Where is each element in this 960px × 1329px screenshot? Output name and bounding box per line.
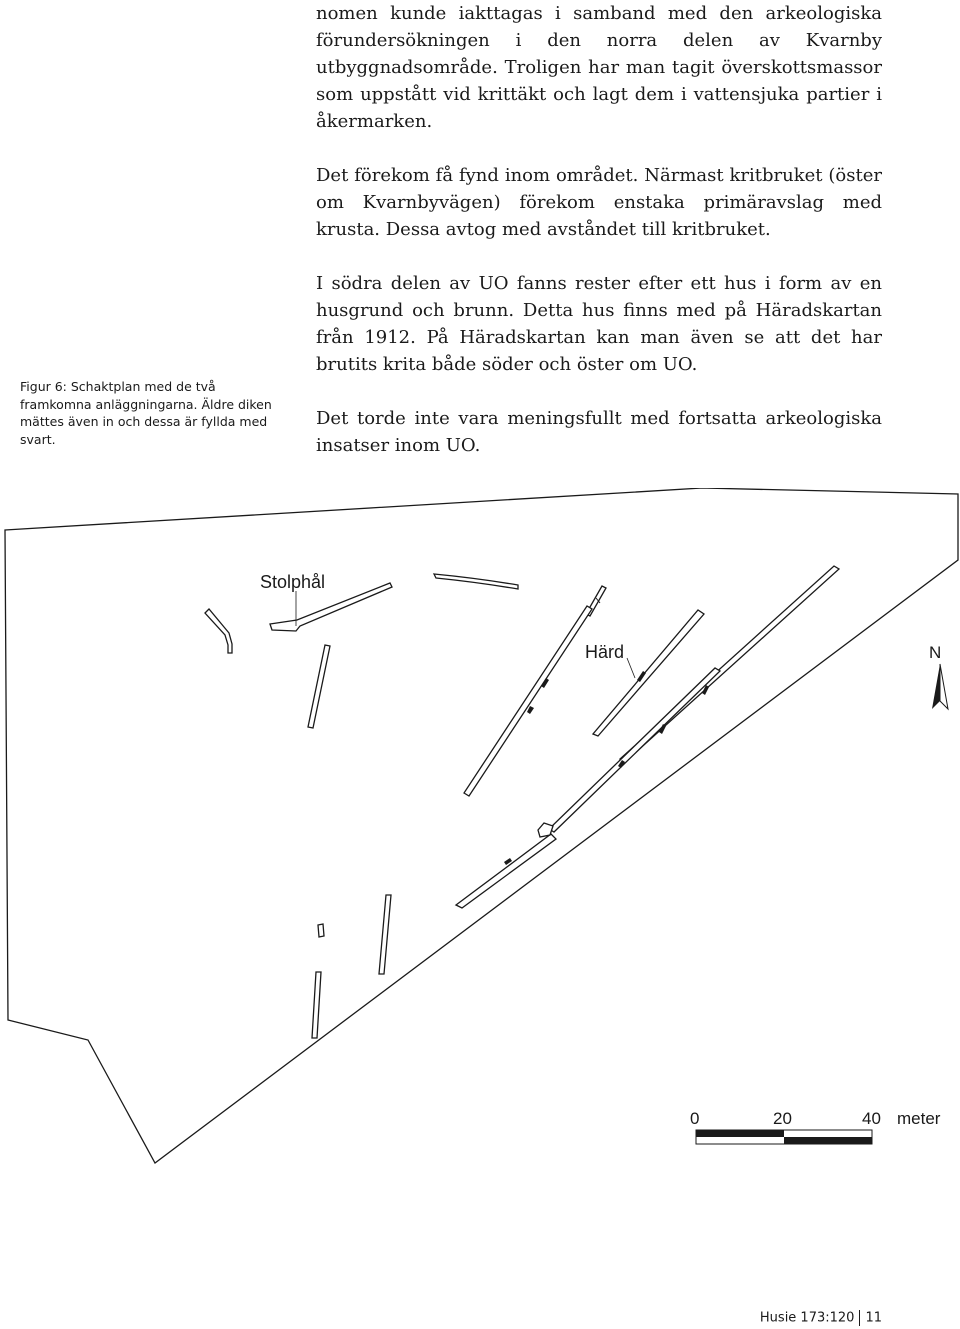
footer-separator bbox=[859, 1310, 860, 1326]
hard-label: Härd bbox=[585, 642, 625, 662]
scale-tick-20: 20 bbox=[773, 1109, 792, 1128]
scale-tick-0: 0 bbox=[690, 1109, 700, 1128]
paragraph-2: Det förekom få fynd inom området. Närmast kritbruket (öster om Kvarnbyvägen) förekom enstaka primäravslag med krusta. Dessa avtog med avståndet till kritbruket. bbox=[316, 165, 882, 240]
page-footer bbox=[760, 1310, 882, 1326]
hard-leader bbox=[627, 658, 635, 678]
trench-left-curved bbox=[205, 609, 232, 653]
paragraph-3: I södra delen av UO fanns rester efter ett hus i form av en husgrund och brunn. Detta hus finns med på Häradskartan från 1912. På Häradskartan kan man även se att det har brutits krita både söder och öster om UO. bbox=[316, 273, 882, 375]
body-text bbox=[316, 0, 882, 486]
scale-unit: meter bbox=[897, 1109, 941, 1128]
north-arrow-dark bbox=[932, 664, 940, 709]
scale-segment-1 bbox=[696, 1130, 784, 1137]
north-arrow-light bbox=[940, 664, 948, 709]
trench-hard bbox=[593, 610, 704, 736]
trench-diagonal-lower bbox=[456, 834, 556, 908]
north-arrow bbox=[929, 643, 948, 709]
scale-segment-2 bbox=[784, 1137, 872, 1144]
trench-vertical-bottom bbox=[312, 972, 321, 1038]
scale-tick-40: 40 bbox=[862, 1109, 881, 1128]
trench-vertical-left bbox=[308, 645, 330, 728]
trench-vertical-lower bbox=[379, 895, 391, 974]
trench-plan-map bbox=[0, 488, 960, 1168]
trench-small-lower-left bbox=[318, 924, 324, 937]
paragraph-4: Det torde inte vara meningsfullt med fortsatta arkeologiska insatser inom UO. bbox=[316, 408, 882, 456]
figure-caption: Figur 6: Schaktplan med de två framkomna anläggningarna. Äldre diken mättes även in och dessa är fyllda med svart. bbox=[20, 379, 272, 447]
report-number: Husie 173:120 bbox=[759, 1310, 855, 1326]
scale-bar bbox=[690, 1109, 941, 1144]
north-label: N bbox=[929, 643, 942, 662]
trench-top-center bbox=[434, 574, 518, 589]
page-number: 11 bbox=[865, 1310, 882, 1326]
paragraph-1: nomen kunde iakttagas i samband med den arkeologiska förundersökningen i den norra delen av Kvarnby utbyggnadsområde. Troligen har man tagit överskottsmassor som uppstått vid krittäkt och lagt dem i vattensjuka partier i åkermarken. bbox=[316, 3, 882, 132]
stolphal-label: Stolphål bbox=[260, 572, 326, 592]
trench-diagonal-center bbox=[464, 606, 592, 796]
